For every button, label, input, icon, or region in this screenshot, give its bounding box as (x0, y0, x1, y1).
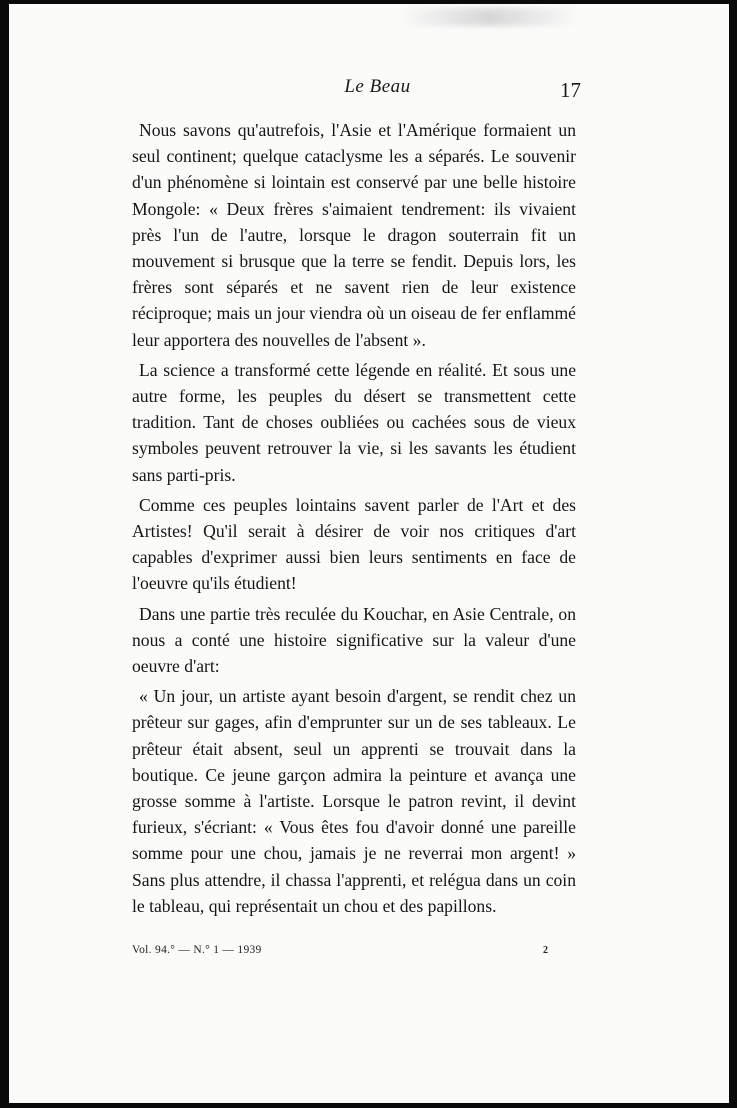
signature-mark: 2 (543, 945, 548, 956)
page-number: 17 (560, 78, 581, 102)
paragraph: Dans une partie très reculée du Kouchar, en Asie Centrale, on nous a conté une histoire significative sur la valeur d'une oeuvre d'art: (132, 603, 576, 677)
scan-smudge (399, 8, 579, 26)
body-text (132, 117, 576, 923)
paragraph: « Un jour, un artiste ayant besoin d'argent, se rendit chez un prêteur sur gages, afin d'emprunter sur un de ses tableaux. Le prêteur était absent, seul un apprenti se trouvait dans la boutique. Ce jeune garçon admira la peinture et avança une grosse somme à l'artiste. Lorsque le patron revint, il devint furieux, s'écriant: « Vous êtes fou d'avoir donné une pareille somme pour une chou, jamais je ne reverrai mon argent! » Sans plus attendre, il chassa l'apprenti, et relégua dans un coin le tableau, qui représentait un chou et des papillons. (132, 686, 576, 916)
paragraph: Comme ces peuples lointains savent parler de l'Art et des Artistes! Qu'il serait à désirer de voir nos critiques d'art capables d'exprimer aussi bien leurs sentiments en face de l'oeuvre qu'ils étudient! (132, 494, 576, 594)
volume-line: Vol. 94.° — N.° 1 — 1939 (132, 944, 262, 956)
paragraph: La science a transformé cette légende en réalité. Et sous une autre forme, les peuples du désert se transmettent cette tradition. Tant de choses oubliées ou cachées sous de vieux symboles peuvent retrouver la vie, si les savants les étudient sans parti-pris. (132, 359, 576, 485)
paragraph: Nous savons qu'autrefois, l'Asie et l'Amérique formaient un seul continent; quelque cataclysme les a séparés. Le souvenir d'un phénomène si lointain est conservé par une belle histoire Mongole: « Deux frères s'aimaient tendrement: ils vivaient près l'un de l'autre, lorsque le dragon souterrain fit un mouvement si brusque que la terre se fendit. Depuis lors, les frères sont séparés et ne savent rien de leur existence réciproque; mais un jour viendra où un oiseau de fer enflammé leur apportera des nouvelles de l'absent ». (132, 120, 576, 350)
running-title: Le Beau (344, 76, 411, 97)
page-footer (9, 944, 737, 968)
page-header (9, 74, 737, 104)
